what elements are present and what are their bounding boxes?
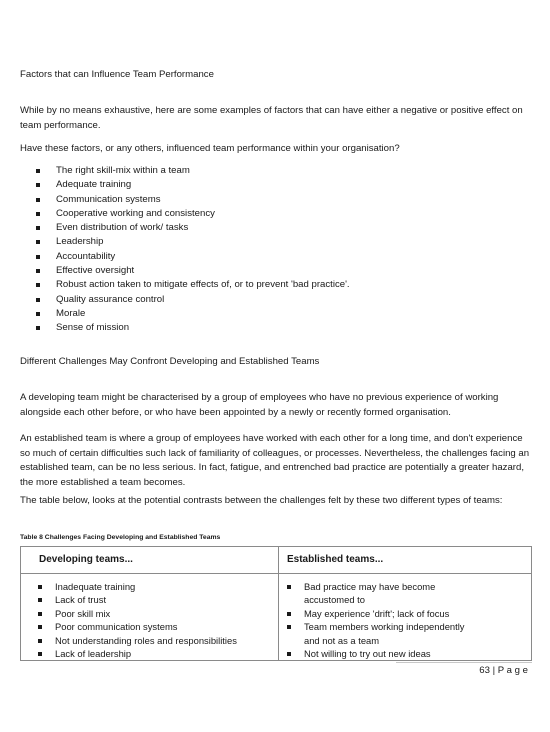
bullet-square-icon bbox=[38, 639, 42, 643]
list-item: Effective oversight bbox=[36, 264, 350, 278]
table-row: Bad practice may have become bbox=[287, 580, 465, 593]
table-row: May experience 'drift'; lack of focus bbox=[287, 607, 465, 620]
page-number: 63 | P a g e bbox=[479, 665, 528, 676]
bullet-square-icon bbox=[36, 298, 40, 302]
table-row: Lack of trust bbox=[38, 593, 237, 606]
reflection-question: Have these factors, or any others, influenced team performance within your organisation? bbox=[20, 143, 400, 154]
list-item: Even distribution of work/ tasks bbox=[36, 221, 350, 235]
developing-challenges-list bbox=[38, 580, 237, 660]
list-item: Quality assurance control bbox=[36, 293, 350, 307]
list-item: Leadership bbox=[36, 235, 350, 249]
bullet-square-icon bbox=[36, 226, 40, 230]
established-team-paragraph: An established team is where a group of employees have worked with each other for a long time, and don't experience so much of certain difficulties such lack of familiarity of colleagues, or processes. Nevertheless, the challenges facing an established team, can be no less serious. In fact, fatigue, and entrenched bad practice are potentially a greater hazard, the more established a team becomes. bbox=[20, 433, 530, 488]
bullet-square-icon bbox=[38, 652, 42, 656]
developing-team-paragraph: A developing team might be characterised by a group of employees who have no previous experience of working alongside each other before, or who have been appointed by a newly or recently formed organisation. bbox=[20, 392, 499, 418]
table-intro-paragraph: The table below, looks at the potential contrasts between the challenges felt by these two different types of teams: bbox=[20, 495, 503, 506]
table-row: Not understanding roles and responsibilities bbox=[38, 634, 237, 647]
bullet-square-icon bbox=[36, 240, 40, 244]
list-item: Sense of mission bbox=[36, 321, 350, 335]
table-row: Inadequate training bbox=[38, 580, 237, 593]
bullet-square-icon bbox=[36, 269, 40, 273]
table-row: Not willing to try out new ideas bbox=[287, 647, 465, 660]
table-caption: Table 8 Challenges Facing Developing and Established Teams bbox=[20, 534, 221, 541]
established-teams-header: Established teams... bbox=[287, 554, 384, 565]
section-heading-challenges: Different Challenges May Confront Developing and Established Teams bbox=[20, 356, 320, 367]
list-item: Adequate training bbox=[36, 178, 350, 192]
footer-rule bbox=[396, 662, 532, 663]
column-divider bbox=[278, 547, 279, 660]
list-item: Robust action taken to mitigate effects of, or to prevent 'bad practice'. bbox=[36, 278, 350, 292]
bullet-square-icon bbox=[287, 612, 291, 616]
challenges-table bbox=[20, 546, 532, 661]
list-item: The right skill-mix within a team bbox=[36, 164, 350, 178]
established-challenges-list bbox=[287, 580, 465, 660]
table-row: Poor skill mix bbox=[38, 607, 237, 620]
bullet-square-icon bbox=[287, 585, 291, 589]
intro-paragraph: While by no means exhaustive, here are some examples of factors that can have either a negative or positive effect on team performance. bbox=[20, 105, 523, 131]
bullet-square-icon bbox=[287, 625, 291, 629]
bullet-square-icon bbox=[38, 585, 42, 589]
factors-list bbox=[36, 164, 350, 336]
bullet-square-icon bbox=[287, 652, 291, 656]
list-item: Communication systems bbox=[36, 193, 350, 207]
bullet-square-icon bbox=[36, 169, 40, 173]
bullet-square-icon bbox=[36, 326, 40, 330]
bullet-square-icon bbox=[36, 212, 40, 216]
list-item: Accountability bbox=[36, 250, 350, 264]
bullet-square-icon bbox=[36, 283, 40, 287]
bullet-square-icon bbox=[36, 312, 40, 316]
bullet-square-icon bbox=[38, 612, 42, 616]
section-heading-factors: Factors that can Influence Team Performance bbox=[20, 69, 214, 80]
list-item: Morale bbox=[36, 307, 350, 321]
list-item: Cooperative working and consistency bbox=[36, 207, 350, 221]
header-divider bbox=[21, 573, 531, 574]
table-row: and not as a team bbox=[304, 634, 380, 646]
table-row: Lack of leadership bbox=[38, 647, 237, 660]
bullet-square-icon bbox=[38, 625, 42, 629]
bullet-square-icon bbox=[36, 255, 40, 259]
table-row: Poor communication systems bbox=[38, 620, 237, 633]
developing-teams-header: Developing teams... bbox=[39, 554, 133, 565]
bullet-square-icon bbox=[36, 198, 40, 202]
table-row: accustomed to bbox=[304, 594, 365, 606]
table-row: Team members working independently bbox=[287, 620, 465, 633]
bullet-square-icon bbox=[38, 598, 42, 602]
bullet-square-icon bbox=[36, 183, 40, 187]
